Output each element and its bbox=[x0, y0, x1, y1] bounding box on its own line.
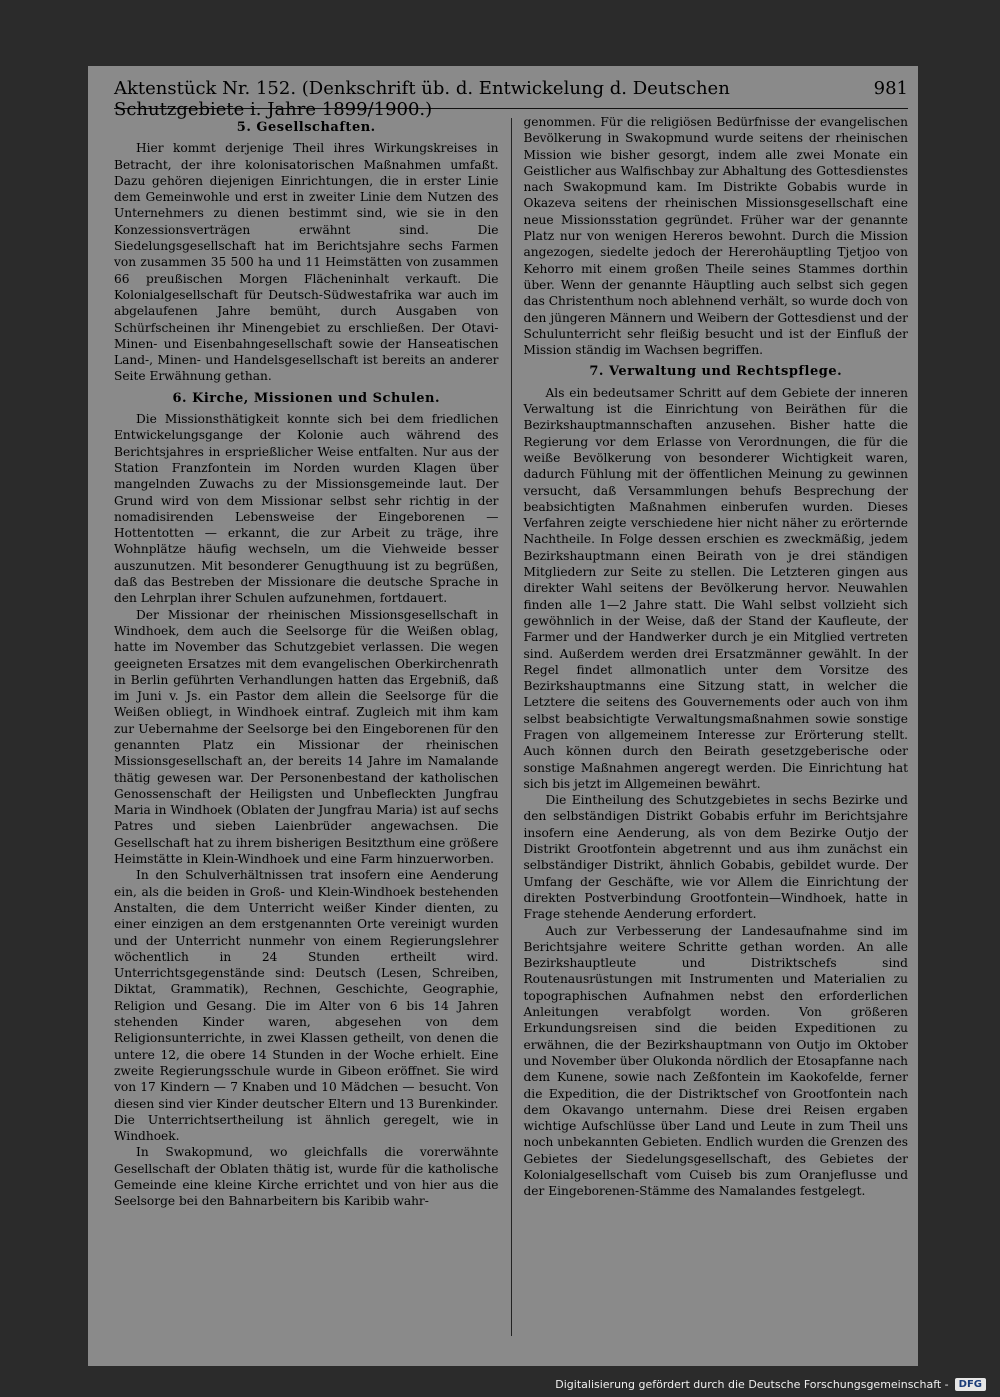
section-7-heading: 7. Verwaltung und Rechtspflege. bbox=[589, 364, 843, 380]
section-6-heading: 6. Kirche, Missionen und Schulen. bbox=[172, 390, 441, 406]
running-title: Aktenstück Nr. 152. (Denkschrift üb. d. Entwickelung d. Deutschen Schutzgebiete i. Jahre 1899/1900.) bbox=[114, 78, 730, 120]
page-number: 981 bbox=[873, 78, 908, 99]
section-7-paragraph-3: Auch zur Verbesserung der Landesaufnahme sind im Berichtsjahre weitere Schritte gethan worden. An alle Bezirkshauptleute und Distriktschefs sind Routenausrüstungen mit Instrumenten und Materialien zu topographischen Aufnahmen nebst den erforderlichen Anleitungen verabfolgt worden. Von größeren Erkundungsreisen sind die beiden Expeditionen zu erwähnen, die der Bezirkshauptmann von Outjo im Oktober und November über Olukonda nördlich der Etosapfanne nach dem Kunene, sowie nach Zeßfontein im Kaokofelde, ferner die Expedition, die der Distriktschef von Grootfontein nach dem Okavango unternahm. Diese drei Reisen ergaben wichtige Aufschlüsse über Land und Leute in zum Theil uns noch unbekannten Gebieten. Endlich wurden die Grenzen des Gebietes der Siedelungsgesellschaft, des Gebietes der Kolonialgesellschaft vom Cuiseb bis zum Oranjeflusse und der Eingeborenen-Stämme des Namalandes festgelegt. bbox=[523, 923, 908, 1199]
section-7-paragraph-2: Die Eintheilung des Schutzgebietes in sechs Bezirke und den selbständigen Distrikt Gobabis erfuhr im Berichtsjahre insofern eine Aenderung, als von dem Bezirke Outjo der Distrikt Grootfontein abgetrennt und aus ihm zunächst ein selbständiger Distrikt, ähnlich Gobabis, gebildet wurde. Der Umfang der Geschäfte, wie vor Allem die Einrichtung der direkten Postverbindung Grootfontein—Windhoek, hatte in Frage stehende Aenderung erfordert. bbox=[523, 793, 908, 922]
section-7-paragraph-1: Als ein bedeutsamer Schritt auf dem Gebiete der inneren Verwaltung ist die Einrichtung von Beiräthen für die Bezirkshauptmannschaften anzusehen. Bisher hatte die Regierung vor dem Erlasse von Verordnungen, die für die weiße Bevölkerung von besonderer Wichtigkeit waren, dadurch Fühlung mit der öffentlichen Meinung zu gewinnen versucht, daß Versammlungen behufs Besprechung der beabsichtigten Maßnahmen einberufen wurden. Dieses Verfahren zeigte verschiedene hier nicht näher zu erörternde Nachtheile. In Folge dessen erschien es zweckmäßig, jedem Bezirkshauptmann einen Beirath von je drei ständigen Mitgliedern zur Seite zu stellen. Die Letzteren gingen aus direkter Wahl seitens der Bevölkerung hervor. Neuwahlen finden alle 1—2 Jahre statt. Die Wahl selbst vollzieht sich gewöhnlich in der Weise, daß der Stand der Kaufleute, der Farmer und der Handwerker durch je ein Mitglied vertreten sind. Außerdem werden drei Ersatzmänner gewählt. In der Regel findet allmonatlich unter dem Vorsitze des Bezirkshauptmanns eine Sitzung statt, in welcher die Letztere die seitens des Gouvernements oder auch von ihm selbst beabsichtigte Verwaltungsmaßnahmen sowie sonstige Fragen von allgemeinem Interesse zur Erörterung stellt. Auch können durch den Beirath gesetzgeberische oder sonstige Maßnahmen angeregt werden. Die Einrichtung hat sich bis jetzt im Allgemeinen bewährt. bbox=[523, 385, 908, 791]
section-5-paragraph: Hier kommt derjenige Theil ihres Wirkungskreises in Betracht, der ihre kolonisatorischen Maßnahmen umfaßt. Dazu gehören diejenigen Einrichtungen, die in erster Linie dem Gemeinwohle und erst in zweiter Linie dem Nutzen des Unternehmers zu dienen bestimmt sind, wie sie in den Konzessionsverträgen erwähnt sind. Die Siedelungsgesellschaft hat im Berichtsjahre sechs Farmen von zusammen 35 500 ha und 11 Heimstätten von zusammen 66 preußischen Morgen Flächeninhalt verkauft. Die Kolonialgesellschaft für Deutsch-Südwestafrika war auch im abgelaufenen Jahre bemüht, durch Ausgaben von Schürfscheinen ihr Minengebiet zu erschließen. Der Otavi-Minen- und Eisenbahngesellschaft sowie der Hanseatischen Land-, Minen- und Handelsgesellschaft ist bereits an anderer Seite Erwähnung gethan. bbox=[114, 141, 499, 384]
text-columns bbox=[114, 114, 908, 1336]
continued-paragraph: genommen. Für die religiösen Bedürfnisse der evangelischen Bevölkerung in Swakopmund wurde seitens der rheinischen Mission wie bisher gesorgt, indem alle zwei Monate ein Geistlicher aus Walfischbay zur Abhaltung des Gottesdienstes nach Swakopmund kam. Im Distrikte Gobabis wurde in Okazeva seitens der rheinischen Missionsgesellschaft eine neue Missionsstation gegründet. Früher war der genannte Platz nur von wenigen Hereros bewohnt. Durch die Mission angezogen, siedelte jedoch der Hererohäuptling Tjetjoo von Kehorro mit einem großen Theile seines Stammes dorthin über. Wenn der genannte Häuptling auch selbst sich gegen das Christenthum noch ablehnend verhält, so wurde doch von den jüngeren Männern und Weibern der Gottesdienst und der Schulunterricht sehr fleißig besucht und ist der Einfluß der Mission ständig im Wachsen begriffen. bbox=[523, 115, 908, 358]
section-5-heading: 5. Gesellschaften. bbox=[236, 120, 376, 135]
left-column bbox=[114, 114, 499, 1336]
dfg-logo: DFG bbox=[955, 1378, 986, 1391]
page-header bbox=[114, 78, 908, 120]
section-6-paragraph-2: Der Missionar der rheinischen Missionsgesellschaft in Windhoek, dem auch die Seelsorge für die Weißen oblag, hatte im November das Schutzgebiet verlassen. Die wegen geeigneten Ersatzes mit dem evangelischen Oberkirchenrath in Berlin geführten Verhandlungen hatten das Ergebniß, daß im Juni v. Js. ein Pastor dem allein die Seelsorge für die Weißen obliegt, in Windhoek eintraf. Zugleich mit ihm kam zur Uebernahme der Seelsorge bei den Eingeborenen für den genannten Platz ein Missionar der rheinischen Missionsgesellschaft an, der bereits 14 Jahre im Namalande thätig gewesen war. Der Personenbestand der katholischen Genossenschaft der Heiligsten und Unbefleckten Jungfrau Maria in Windhoek (Oblaten der Jungfrau Maria) ist auf sechs Patres und sieben Laienbrüder angewachsen. Die Gesellschaft hat zu ihrem bisherigen Besitzthum eine größere Heimstätte in Klein-Windhoek und eine Farm hinzuerworben. bbox=[114, 607, 499, 867]
section-6-paragraph-3: In den Schulverhältnissen trat insofern eine Aenderung ein, als die beiden in Groß- und Klein-Windhoek bestehenden Anstalten, die dem Unterricht weißer Kinder dienten, zu einer einzigen an dem erstgenannten Orte vereinigt wurden und der Unterricht nunmehr von einem Regierungslehrer wöchentlich in 24 Stunden ertheilt wird. Unterrichtsgegenstände sind: Deutsch (Lesen, Schreiben, Diktat, Grammatik), Rechnen, Geschichte, Geographie, Religion und Gesang. Die im Alter von 6 bis 14 Jahren stehenden Kinder waren, abgesehen von dem Religionsunterrichte, in zwei Klassen getheilt, von denen die untere 12, die obere 14 Stunden in der Woche erhielt. Eine zweite Regierungsschule wurde in Gibeon eröffnet. Sie wird von 17 Kindern — 7 Knaben und 10 Mädchen — besucht. Von diesen sind vier Kinder deutscher Eltern und 13 Burenkinder. Die Unterrichtsertheilung ist ähnlich geregelt, wie in Windhoek. bbox=[114, 868, 499, 1144]
right-column bbox=[524, 114, 909, 1336]
column-divider bbox=[511, 118, 512, 1336]
document-page bbox=[88, 66, 918, 1366]
digitization-credit bbox=[555, 1378, 986, 1391]
credit-text: Digitalisierung gefördert durch die Deutsche Forschungsgemeinschaft - bbox=[555, 1378, 949, 1391]
section-6-paragraph-1: Die Missionsthätigkeit konnte sich bei dem friedlichen Entwickelungsgange der Kolonie auch während des Berichtsjahres in ersprießlicher Weise entfalten. Nur aus der Station Franzfontein im Norden wurden Klagen über mangelnden Zuwachs zu der Missionsgemeinde laut. Der Grund wird von dem Missionar selbst sehr richtig in der nomadisirenden Lebensweise der Eingeborenen — Hottentotten — erkannt, die zur Arbeit zu träge, ihre Wohnplätze häufig wechseln, um die Viehweide besser auszunutzen. Mit besonderer Genugthuung ist zu begrüßen, daß das Bestreben der Missionare die deutsche Sprache in den Lehrplan ihrer Schulen aufzunehmen, fortdauert. bbox=[114, 412, 499, 606]
section-6-paragraph-4: In Swakopmund, wo gleichfalls die vorerwähnte Gesellschaft der Oblaten thätig ist, wurde für die katholische Gemeinde eine kleine Kirche errichtet und von hier aus die Seelsorge bei den Bahnarbeitern bis Karibib wahr- bbox=[114, 1145, 499, 1209]
